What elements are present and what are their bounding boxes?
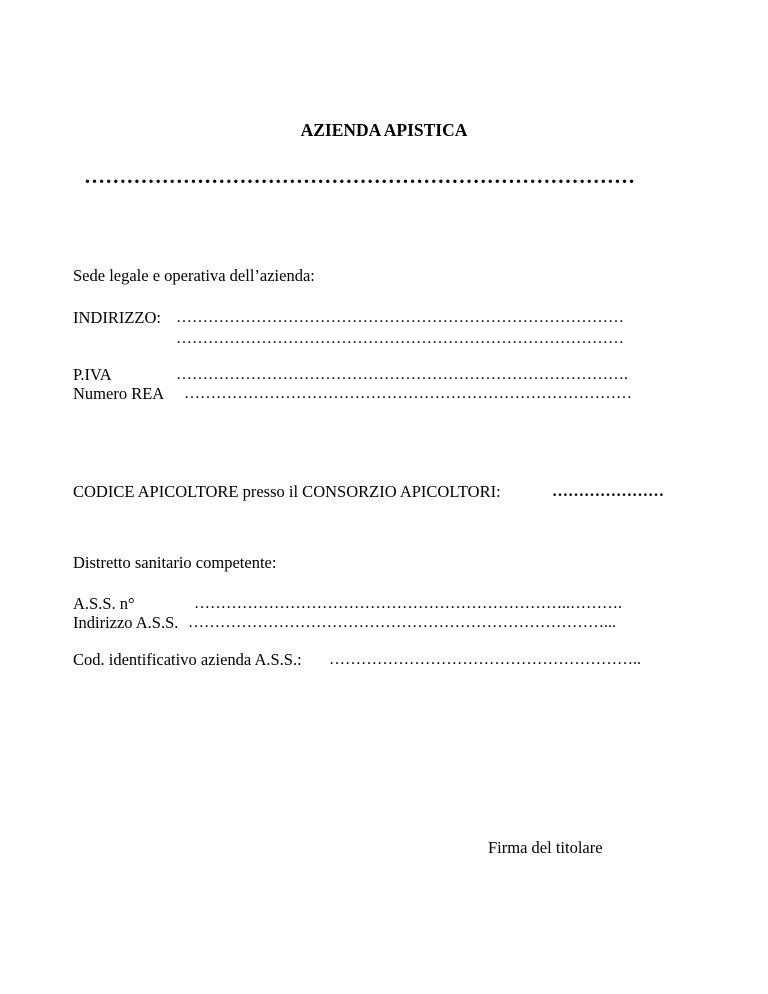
cod-identificativo-label: Cod. identificativo azienda A.S.S.: — [73, 650, 302, 669]
ass-number-line: ……………………………………………………………..………. — [194, 595, 622, 612]
piva-line: …………………………………………………………………………. — [176, 366, 628, 383]
ass-indirizzo-line: ……………………………………………………………………... — [188, 614, 616, 631]
rea-label: Numero REA — [73, 384, 165, 403]
document-title: AZIENDA APISTICA — [300, 120, 468, 140]
cod-identificativo-line: ………………………………………………….. — [329, 651, 641, 668]
rea-line: ………………………………………………………………………… — [184, 385, 632, 402]
indirizzo-line-1: ………………………………………………………………………… — [176, 309, 624, 326]
indirizzo-label: INDIRIZZO: — [73, 308, 161, 327]
piva-label: P.IVA — [73, 365, 112, 384]
codice-apicoltore-line: ………………… — [552, 483, 664, 500]
sede-heading: Sede legale e operativa dell’azienda: — [73, 266, 315, 285]
firma-titolare-label: Firma del titolare — [488, 838, 603, 857]
codice-apicoltore-label: CODICE APICOLTORE presso il CONSORZIO APICOLTORI: — [73, 482, 501, 501]
ass-number-label: A.S.S. n° — [73, 594, 135, 613]
ass-indirizzo-label: Indirizzo A.S.S. — [73, 613, 179, 632]
company-name-blank: …………………………………………………………………… — [84, 164, 636, 188]
distretto-heading: Distretto sanitario competente: — [73, 553, 277, 572]
indirizzo-line-2: ………………………………………………………………………… — [176, 330, 624, 347]
